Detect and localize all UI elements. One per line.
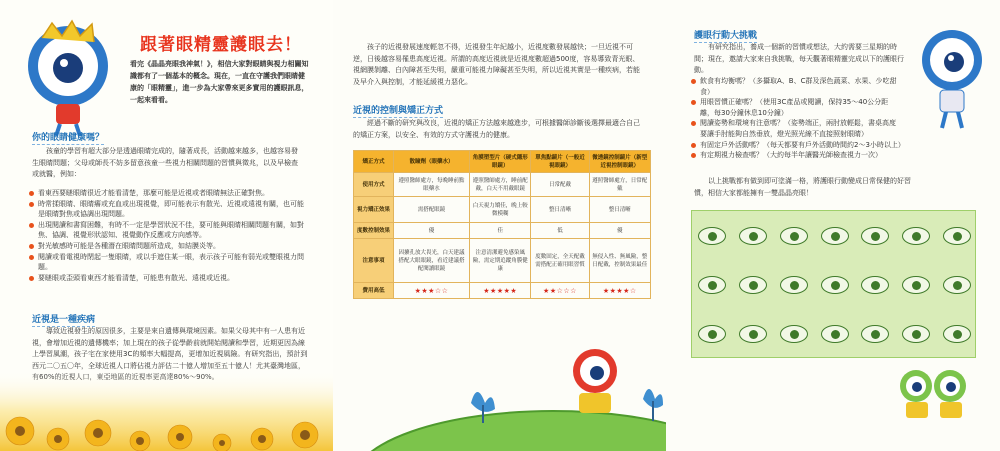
eye-pupil-icon (790, 232, 799, 241)
eye-spirit-mascot-icon (22, 18, 114, 138)
correction-methods-table (353, 150, 651, 299)
table-column-header: 角膜塑型片（硬式隱形眼鏡） (470, 151, 531, 173)
section-eye-health-heading: 你的眼睛健康嗎？ (32, 130, 104, 145)
eye-pupil-icon (790, 330, 799, 339)
challenge-eye-checkbox[interactable] (698, 325, 726, 343)
myopia-progress-text: 孩子的近視發展速度輕忽不得，近視發生年紀越小，近視度數發展越快；一旦近視不可逆，日後越容易罹患高度近視。所謂的高度近視就是近視度數超過500度，容易導致青光眼、視網膜剝離、白內障甚至失明，嚴重可能視力障礙甚至失明，所以近視其實是一種疾病，若能及早介入與控制，才能延緩視力惡化。 (353, 43, 640, 86)
eye-pupil-icon (871, 232, 880, 241)
table-cell: 優 (394, 223, 470, 239)
control-correction-body: 經過不斷的研究與改良，近視的矯正方法越來越進步，可根據醫師診斷後選擇最適合自己的矯正方案，以安全、有效的方式守護視力的健康。 (353, 119, 640, 139)
challenge-checkbox-grid (691, 210, 976, 358)
challenge-eye-checkbox[interactable] (780, 227, 808, 245)
challenge-eye-checkbox[interactable] (821, 276, 849, 294)
section-eye-health-body: 孩童的學習有超大部分是透過眼睛完成的，隨著成長，活動越來越多，也越容易發生眼睛問題；父母或師長不妨多留意孩童一些視力相關問題的習慣與徵兆，以及早檢查或就醫，例如： (32, 147, 298, 178)
table-cell: 白天視力矯佳，晚上較微模糊 (470, 197, 531, 223)
section-myopia-disease-body: 導致近視發生的原因很多，主要是來自遺傳與環境因素。如果父母其中有一人患有近視，會增加近視的遺傳機率；加上現在的孩子從學齡前就開始閱讀和學習，近期更因為線上學習風潮，孩子宅在家使用3C的頻率大幅提高，更增加近視風險。有研究指出，預計到西元二〇五〇年，全球近視人口將佔視力評估二十億人增加至五十億人！尤其臺灣地區， (32, 327, 308, 370)
table-column-header: 單焦點鏡片（一般近視眼鏡） (531, 151, 589, 173)
challenge-eye-checkbox[interactable] (943, 227, 971, 245)
list-item: 時常揉眼睛、眼睛癢或充血或出現視覺，即可能表示有散光、近視或遠視有關，也可能是眼睛對焦或協調出現問題。 (28, 199, 304, 220)
table-row-header: 費用高低 (354, 283, 394, 299)
table-column-header: 散瞳劑（眼藥水） (394, 151, 470, 173)
table-row (354, 283, 651, 299)
eye-spirit-mascot-icon (916, 20, 988, 130)
table-cell: 因擴孔放大畏光，白天建議搭配大眼眼鏡，看近建議搭配閱讀眼鏡 (394, 239, 470, 283)
list-item: 用眼習慣正確嗎？（使用3C產品或閱讀，保持35～40公分距離，每30分鐘休息10分鐘） (690, 97, 902, 118)
table-cell: 度數固定，全天配戴需搭配正確用眼習慣 (531, 239, 589, 283)
table-cell: 注意清潔避免感染風險，需定期追蹤角膜健康 (470, 239, 531, 283)
eye-pupil-icon (790, 281, 799, 290)
eye-pupil-icon (708, 330, 717, 339)
eye-pupil-icon (831, 281, 840, 290)
cost-stars: ★★★☆☆ (394, 283, 470, 299)
eye-pupil-icon (912, 232, 921, 241)
table-cell: 遵照醫師處方，睡前配戴，白天不用戴眼鏡 (470, 173, 531, 197)
eye-pupil-icon (953, 330, 962, 339)
eye-pupil-icon (831, 330, 840, 339)
table-row (354, 239, 651, 283)
table-cell: 日常配戴 (531, 173, 589, 197)
table-cell: 無侵入性、無風險，整日配戴，控制效果最佳 (589, 239, 650, 283)
eye-pupil-icon (953, 232, 962, 241)
eye-pupil-icon (708, 232, 717, 241)
list-item: 有固定戶外活動嗎？（每天都要有戶外活動時間約2～3小時以上） (690, 140, 902, 151)
table-cell: 低 (531, 223, 589, 239)
table-column-header: 微透鏡控制鏡片（新型近視控制眼鏡） (589, 151, 650, 173)
eye-pupil-icon (749, 232, 758, 241)
challenge-eye-checkbox[interactable] (902, 276, 930, 294)
table-cell: 遵照醫師處方，日常配戴 (589, 173, 650, 197)
middle-panel (333, 0, 666, 451)
table-row-header: 使用方式 (354, 173, 394, 197)
sunflower-field-illustration (0, 371, 333, 451)
challenge-eye-checkbox[interactable] (943, 325, 971, 343)
challenge-eye-checkbox[interactable] (861, 276, 889, 294)
eye-challenge-heading: 護眼行動大挑戰 (694, 28, 757, 43)
challenge-eye-checkbox[interactable] (780, 276, 808, 294)
table-row-header: 度數控制效果 (354, 223, 394, 239)
table-row (354, 173, 651, 197)
list-item: 飲食有均衡嗎？（多攝取A、B、C群及深色蔬菜、水果、少吃甜食） (690, 76, 902, 97)
challenge-eye-checkbox[interactable] (861, 227, 889, 245)
list-item: 閱讀姿勢和環境有注意嗎？（姿勢端正，兩肘放輕鬆，書桌高度要讓手肘能夠自然垂放，燈光照光線不直接照射眼睛） (690, 118, 902, 139)
eye-pupil-icon (912, 281, 921, 290)
table-row-header: 注意事項 (354, 239, 394, 283)
panel1-title: 跟著眼精靈護眼去！ (140, 35, 302, 55)
table-cell: 優 (589, 223, 650, 239)
list-item: 有定期視力檢查嗎？（大約每半年讓醫光師檢查視力一次） (690, 150, 902, 161)
challenge-eye-checkbox[interactable] (780, 325, 808, 343)
cost-stars: ★★★★☆ (589, 283, 650, 299)
eye-pupil-icon (708, 281, 717, 290)
table-cell: 整日清晰 (589, 197, 650, 223)
eye-challenge-intro: 有研究指出，養成一個新的習慣或想法，大約需要三星期的時間；現在，邀請大家來自我挑戰，每天觀著眼精靈完成以下的護眼行動。 (694, 43, 904, 74)
list-item: 看東西要瞇眼睛很近才能看清楚，那麼可能是近視或者眼睛無法正確對焦。 (28, 188, 304, 199)
table-row (354, 223, 651, 239)
challenge-eye-checkbox[interactable] (739, 325, 767, 343)
challenge-eye-checkbox[interactable] (698, 276, 726, 294)
eye-pupil-icon (953, 281, 962, 290)
panel1-intro: 看完《晶晶亮眼我神氣！》，相信大家對眼睛與視力相關知識都有了一個基本的概念。現在，一直在守護我們眼睛健康的「眼精靈」，進一步為大家帶來更多實用的護眼訊息，一起來看看。 (130, 60, 309, 104)
control-correction-heading: 近視的控制與矯正方式 (353, 103, 443, 118)
table-row-header: 視力矯正效果 (354, 197, 394, 223)
list-item: 閱讀或看電視時閉起一隻眼睛，或以手遮住某一眼，表示孩子可能有弱光或雙眼視力問題。 (28, 252, 304, 273)
challenge-eye-checkbox[interactable] (821, 227, 849, 245)
list-item: 出現閱讀和書寫困難，有時不一定是學習狀況不佳，要可能與眼睛相關問題有關，如對焦、協調、視覺形狀認知、視覺動作反應或方向感等。 (28, 220, 304, 241)
right-panel (666, 0, 1000, 451)
cost-stars: ★★★★★ (470, 283, 531, 299)
eye-pupil-icon (871, 281, 880, 290)
cost-stars: ★★☆☆☆ (531, 283, 589, 299)
challenge-eye-checkbox[interactable] (739, 227, 767, 245)
challenge-eye-checkbox[interactable] (861, 325, 889, 343)
table-cell: 整日清晰 (531, 197, 589, 223)
eye-challenge-outro: 以上挑戰都有做到即可塗滿一格，將護眼行動變成日常保健的好習慣，相信大家都能擁有一雙晶晶亮眼！ (694, 177, 911, 197)
eye-pupil-icon (831, 232, 840, 241)
challenge-eye-checkbox[interactable] (943, 276, 971, 294)
table-cell: 佳 (470, 223, 531, 239)
challenge-eye-checkbox[interactable] (698, 227, 726, 245)
eye-spirit-group-icon (888, 362, 978, 432)
challenge-eye-checkbox[interactable] (902, 325, 930, 343)
eye-care-actions-list (690, 76, 905, 161)
section-myopia-disease-heading: 近視是一種疾病 (32, 312, 95, 327)
table-row (354, 197, 651, 223)
list-item: 對光敏感時可能是各種潛在眼睛問題所造成，如結膜炎等。 (28, 241, 304, 252)
eye-pupil-icon (912, 330, 921, 339)
table-cell: 遵照醫師處方，每晚睡前點眼藥水 (394, 173, 470, 197)
challenge-eye-checkbox[interactable] (902, 227, 930, 245)
eye-pupil-icon (749, 330, 758, 339)
list-item: 要瞇眼或歪頭看東西才能看清楚，可能患有散光、遠視或近視。 (28, 273, 304, 284)
warning-signs-list (28, 188, 304, 283)
table-corner-header: 矯正方式 (354, 151, 394, 173)
left-panel (0, 0, 333, 451)
challenge-eye-checkbox[interactable] (821, 325, 849, 343)
eye-pupil-icon (749, 281, 758, 290)
eye-pupil-icon (871, 330, 880, 339)
table-cell: 需搭配眼鏡 (394, 197, 470, 223)
eye-planet-illustration (333, 341, 666, 451)
challenge-eye-checkbox[interactable] (739, 276, 767, 294)
